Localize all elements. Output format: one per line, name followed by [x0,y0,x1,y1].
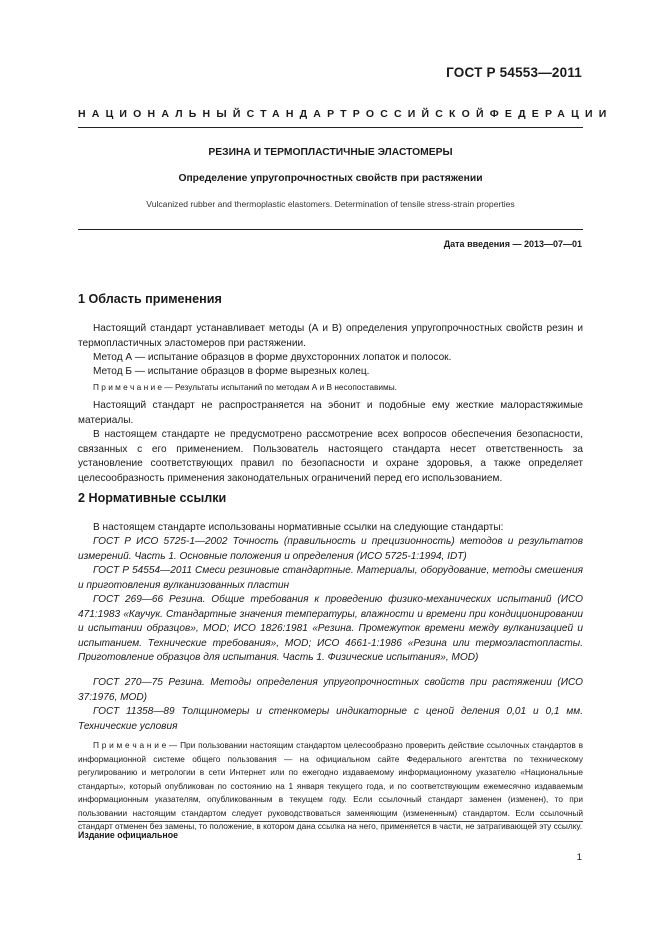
footer-divider [78,821,583,822]
page-number: 1 [576,852,582,863]
section-heading-scope: 1 Область применения [78,292,222,306]
section-heading-references: 2 Нормативные ссылки [78,491,227,505]
reference-item: ГОСТ Р 54554—2011 Смеси резиновые стандартные. Материалы, оборудование, методы смешения и приготовления вулканизованных пластин [78,565,583,591]
banner-word: СТАНДАРТ [246,108,353,120]
note-text: — Результаты испытаний по методам А и В несопоставимы. [162,382,397,392]
english-title: Vulcanized rubber and thermoplastic elastomers. Determination of tensile stress-strain properties [146,199,515,209]
document-title: РЕЗИНА И ТЕРМОПЛАСТИЧНЫЕ ЭЛАСТОМЕРЫ [208,147,453,158]
document-subtitle: Определение упругопрочностных свойств при растяжении [178,173,483,184]
paragraph: В настоящем стандарте использованы нормативные ссылки на следующие стандарты: [93,522,504,533]
reference-item: ГОСТ 269—66 Резина. Общие требования к проведению физико-механических испытаний (ИСО 471:1983 «Каучук. Стандартные значения температуры, влажности и времени при кондиционировании и испытании образцов», MOD; ИСО 1826:1981 «Резина. Промежуток времени между вулканизацией и испытанием. Технические требования», MOD; ИСО 4661-1:1986 «Резина или термоэластопласты. Приготовление образцов для испытания. Часть 1. Физические испытания», MOD) [78,594,583,663]
paragraph: Настоящий стандарт устанавливает методы (А и В) определения упругопрочностных свойств резин и термопластичных эластомеров при растяжении. [78,323,583,349]
reference-item: ГОСТ 270—75 Резина. Методы определения упругопрочностных свойств при растяжении (ИСО 37:1976, MOD) [78,677,583,703]
reference-item: ГОСТ 11358—89 Толщиномеры и стенкомеры индикаторные с ценой деления 0,01 и 0,1 мм. Технические условия [78,706,583,732]
paragraph: Метод Б — испытание образцов в форме вырезных колец. [93,366,370,377]
reference-item: ГОСТ Р ИСО 5725-1—2002 Точность (правильность и прецизионность) методов и результатов измерений. Часть 1. Основные положения и определения (ИСО 5725-1:1994, IDT) [78,536,583,562]
national-standard-banner [78,108,613,120]
paragraph: Метод А — испытание образцов в форме двухсторонних лопаток и полосок. [93,352,452,363]
edition-label: Издание официальное [78,830,178,840]
banner-word: РОССИЙСКОЙ [352,108,490,120]
note-label: П р и м е ч а н и е [93,740,167,750]
paragraph: Настоящий стандарт не распространяется на эбонит и подобные ему жесткие малорастяжимые материалы. [78,400,583,426]
note-label: П р и м е ч а н и е [93,382,163,392]
top-divider [78,127,583,128]
introduction-date: Дата введения — 2013—07—01 [443,239,582,249]
note [78,381,583,395]
note-text: — При пользовании настоящим стандартом целесообразно проверить действие ссылочных стандартов в информационной системе общего пользования — на официальном сайте Федерального агентства по техническому регулированию и метрологии в сети Интернет или по ежегодно издаваемому информационному указателю «Национальные стандарты», который опубликован по состоянию на 1 января текущего года, и по соответствующим ежемесячно издаваемым информационным указателям, опубликованным в текущем году. Если ссылочный стандарт заменен (изменен), то при пользовании настоящим стандартом следует руководствоваться заменяющим (измененным) стандартом. Если ссылочный стандарт отменен без замены, то положение, в котором дана ссылка на него, применяется в части, не затрагивающей эту ссылку. [78,740,583,831]
document-number: ГОСТ Р 54553—2011 [446,65,582,80]
title-divider [78,229,583,230]
banner-word: ФЕДЕРАЦИИ [489,108,613,120]
banner-word: НАЦИОНАЛЬНЫЙ [78,108,247,120]
note [78,739,583,834]
paragraph: В настоящем стандарте не предусмотрено рассмотрение всех вопросов обеспечения безопасности, связанных с его применением. Пользователь настоящего стандарта несет ответственность за установление соответствующих правил по безопасности и охране здоровья, а также определяет целесообразность применения законодательных ограничений перед его использованием. [78,429,583,484]
